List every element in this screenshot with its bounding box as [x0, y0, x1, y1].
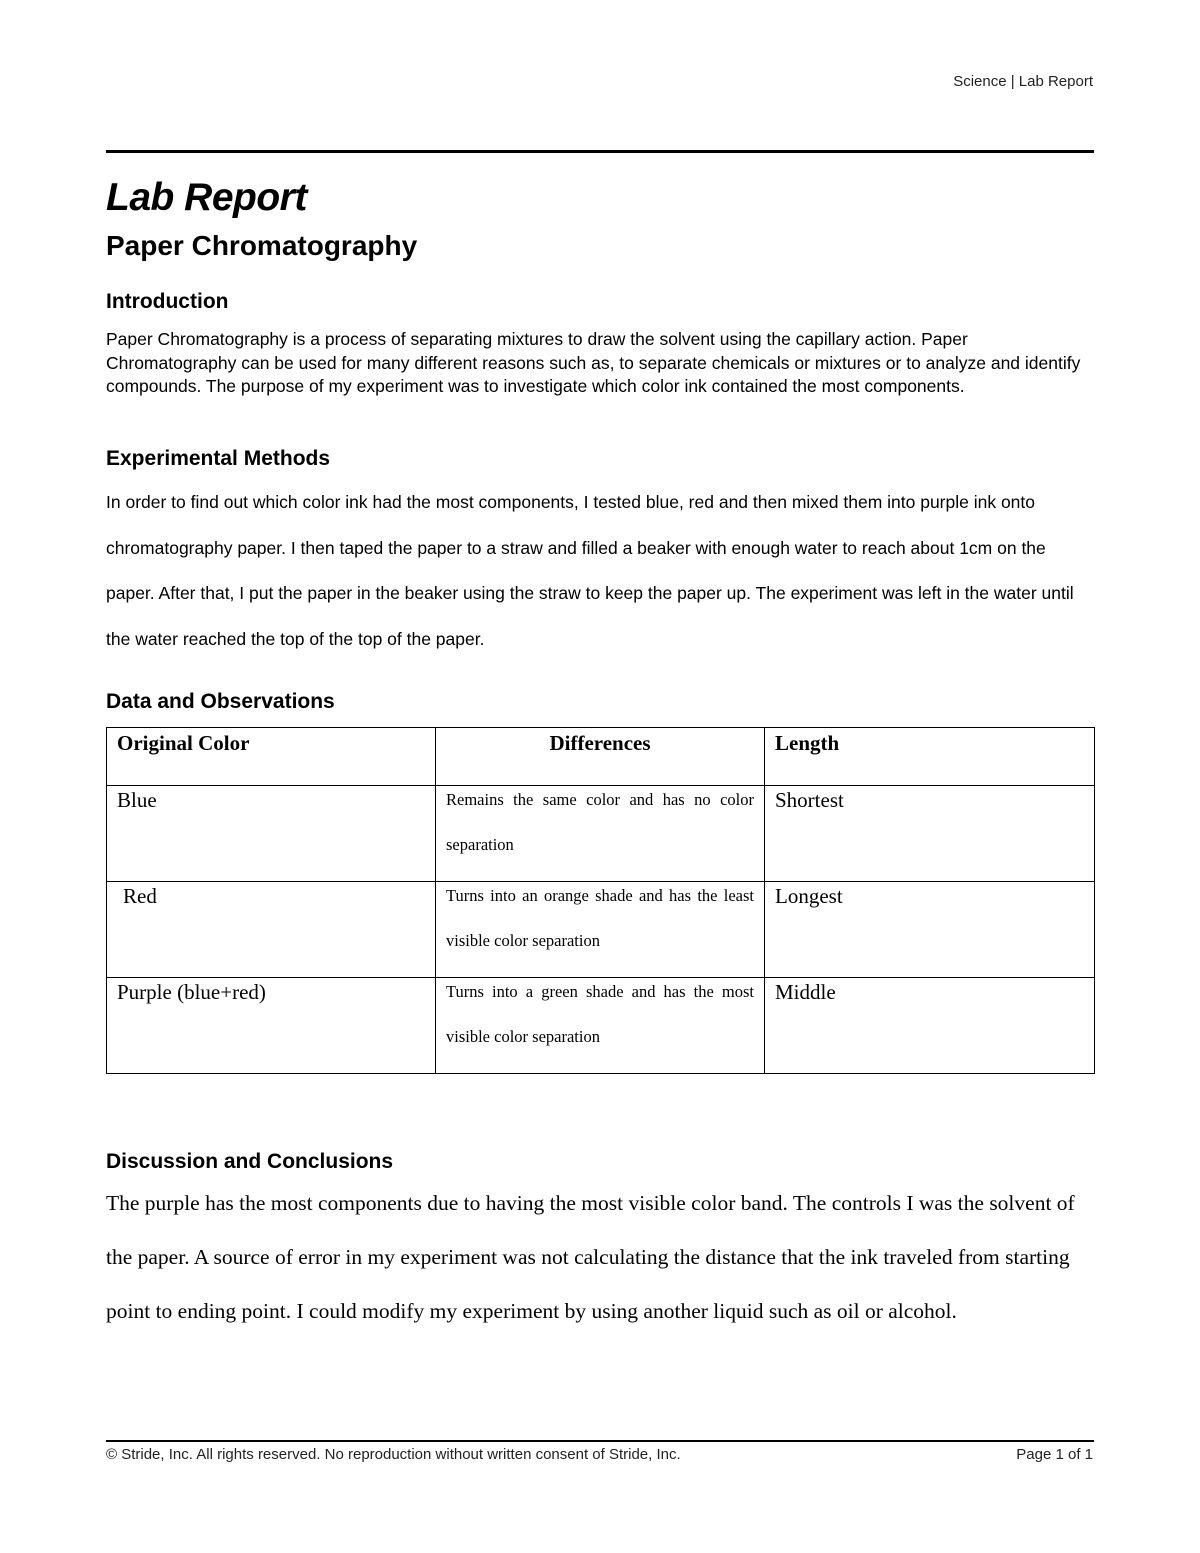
length-value: Longest — [775, 884, 843, 908]
introduction-heading: Introduction — [106, 290, 229, 313]
table-cell — [765, 978, 1095, 1074]
column-header-length: Length — [765, 728, 1095, 786]
table-cell — [107, 978, 436, 1074]
differences-value: Turns into a green shade and has the most visible color separation — [446, 982, 754, 1046]
table-cell — [765, 786, 1095, 882]
page-number: Page 1 of 1 — [1016, 1446, 1093, 1463]
table-cell — [436, 786, 765, 882]
methods-text: In order to find out which color ink had the most components, I tested blue, red and then mixed them into purple ink onto chromatography paper. I then taped the paper to a straw and filled a beaker with enough water to reach about 1cm on the paper. After that, I put the paper in the beaker using the straw to keep the paper up. The experiment was left in the water until the water reached the top of the top of the paper. — [106, 492, 1074, 649]
document-title: Lab Report — [106, 176, 307, 219]
data-table — [106, 727, 1095, 1074]
color-value: Blue — [117, 788, 157, 812]
header-divider — [106, 150, 1094, 153]
introduction-text: Paper Chromatography is a process of separating mixtures to draw the solvent using the capillary action. Paper Chromatography can be used for many different reasons such as, to separate chemicals or mixtures or to analyze and identify compounds. The purpose of my experiment was to investigate which color ink contained the most components. — [106, 329, 1081, 396]
discussion-heading: Discussion and Conclusions — [106, 1150, 394, 1173]
table-cell — [107, 786, 436, 882]
color-value: Purple (blue+red) — [117, 980, 266, 1004]
data-heading: Data and Observations — [106, 690, 335, 713]
table-row — [107, 978, 1095, 1074]
differences-value: Remains the same color and has no color separation — [446, 790, 754, 854]
table-cell — [436, 882, 765, 978]
color-value: Red — [123, 884, 157, 908]
table-row — [107, 882, 1095, 978]
table-cell — [765, 882, 1095, 978]
table-cell — [107, 882, 436, 978]
column-header-differences: Differences — [436, 728, 765, 786]
column-header-original-color: Original Color — [107, 728, 436, 786]
methods-heading: Experimental Methods — [106, 447, 331, 470]
discussion-text: The purple has the most components due to having the most visible color band. The controls I was the solvent of the paper. A source of error in my experiment was not calculating the distance that the ink traveled from starting point to ending point. I could modify my experiment by using another liquid such as oil or alcohol. — [106, 1191, 1075, 1323]
footer-divider — [106, 1440, 1094, 1442]
table-cell — [436, 978, 765, 1074]
differences-value: Turns into an orange shade and has the least visible color separation — [446, 886, 754, 950]
table-row — [107, 786, 1095, 882]
document-subtitle: Paper Chromatography — [106, 230, 418, 261]
page-header: Science | Lab Report — [953, 73, 1093, 90]
footer-copyright: © Stride, Inc. All rights reserved. No reproduction without written consent of Stride, Inc. — [106, 1446, 681, 1463]
length-value: Middle — [775, 980, 836, 1004]
length-value: Shortest — [775, 788, 844, 812]
